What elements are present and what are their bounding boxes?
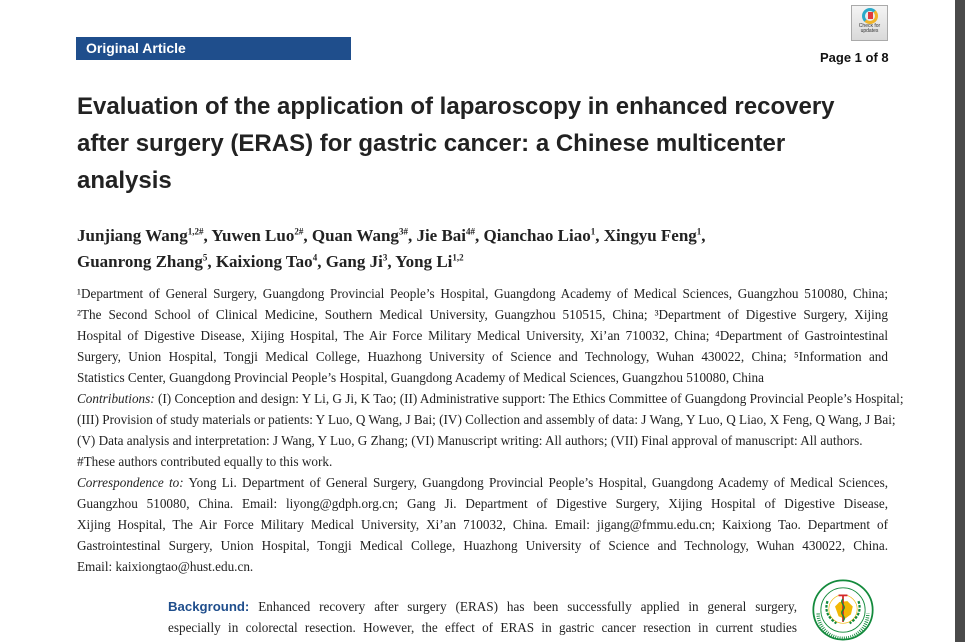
author-affiliation-sup: 4# <box>466 226 476 236</box>
author-affiliation-sup: 1 <box>590 226 596 236</box>
author <box>326 252 396 271</box>
contributions-text: (I) Conception and design: Y Li, G Ji, K Tao; (II) Administrative support: The Ethics Committee of Guangdong Provincial People’s Hospital; <box>154 391 904 406</box>
author <box>312 226 417 245</box>
contributions-line <box>77 388 904 409</box>
author-name: Quan Wang <box>311 225 399 245</box>
author <box>77 252 216 271</box>
abstract-text: Enhanced recovery after surgery (ERAS) has been successfully applied in general surgery, <box>249 599 797 614</box>
check-updates-label: Check for updates <box>858 23 881 34</box>
author-separator: , <box>407 225 417 245</box>
author <box>484 226 604 245</box>
equal-contribution-note: #These authors contributed equally to this work. <box>77 454 333 469</box>
check-for-updates-button[interactable] <box>851 5 888 41</box>
author-affiliation-sup: 1,2# <box>187 226 204 236</box>
title-line: after surgery (ERAS) for gastric cancer: a Chinese multicenter <box>77 130 786 157</box>
author-separator: , <box>387 252 396 272</box>
contributions-line: (III) Provision of study materials or patients: Y Luo, Q Wang, J Bai; (IV) Collection and assembly of data: J Wang, Y Luo, Q Liao, X Feng, Q Wang, J Bai; <box>77 412 896 427</box>
affiliation-line: Hospital of Digestive Disease, Xijing Hospital, The Air Force Military Medical University, Xi’an 710032, China; ⁴Department of Gastrointestinal <box>77 328 888 343</box>
title-line: analysis <box>77 167 172 194</box>
correspondence-label: Correspondence to: <box>77 475 184 490</box>
author-name: Gang Ji <box>325 252 383 272</box>
hospital-seal-watermark <box>812 579 874 641</box>
author-affiliation-sup: 3 <box>382 252 388 263</box>
author-affiliation-sup: 3# <box>398 226 408 236</box>
author-separator: , <box>475 225 484 245</box>
abstract <box>168 596 797 638</box>
author <box>604 226 706 245</box>
author-affiliation-sup: 5 <box>202 252 208 263</box>
page-indicator: Page 1 of 8 <box>820 50 889 65</box>
author <box>395 252 463 271</box>
author-separator: , <box>303 225 312 245</box>
author-list <box>77 220 897 273</box>
author <box>216 252 326 271</box>
check-updates-icon <box>862 8 878 24</box>
author-affiliation-sup: 1,2 <box>452 252 464 263</box>
correspondence-line <box>77 472 888 493</box>
author-name: Yuwen Luo <box>211 225 295 245</box>
abstract-line <box>168 596 797 617</box>
author-separator: , <box>203 225 212 245</box>
author-name: Xingyu Feng <box>603 225 697 245</box>
article-title <box>77 88 897 199</box>
title-line: Evaluation of the application of laparoscopy in enhanced recovery <box>77 93 835 120</box>
author-separator: , <box>317 252 326 272</box>
affiliation-line: Statistics Center, Guangdong Provincial People’s Hospital, Guangdong Academy of Medical Sciences, Guangzhou 510080, China <box>77 370 764 385</box>
affiliation-line: ²The Second School of Clinical Medicine, Southern Medical University, Guangzhou 510515, China; ³Department of Digestive Surgery, Xijing <box>77 307 888 322</box>
author-separator: , <box>701 225 706 245</box>
author-separator: , <box>595 225 604 245</box>
author-name: Guanrong Zhang <box>77 252 203 272</box>
correspondence-line: Gastrointestinal Surgery, Union Hospital, Tongji Medical College, Huazhong University of Science and Technology, Wuhan 430022, China. <box>77 538 888 553</box>
author-affiliation-sup: 2# <box>294 226 304 236</box>
author <box>211 226 312 245</box>
author-affiliation-sup: 1 <box>696 226 702 236</box>
affiliations <box>77 283 904 577</box>
affiliation-line: Surgery, Union Hospital, Tongji Medical College, Huazhong University of Science and Technology, Wuhan 430022, China; ⁵Information and <box>77 349 888 364</box>
abstract-line: especially in colorectal resection. However, the effect of ERAS in gastric cancer resection in current studies <box>168 620 797 635</box>
author-name: Kaixiong Tao <box>215 252 313 272</box>
author-name: Qianchao Liao <box>483 225 591 245</box>
author-name: Jie Bai <box>416 225 467 245</box>
correspondence-line: Xijing Hospital, The Air Force Military Medical University, Xi’an 710032, China. Email: jigang@fmmu.edu.cn; Kaixiong Tao. Department of <box>77 517 888 532</box>
author <box>77 226 211 245</box>
correspondence-line: Email: kaixiongtao@hust.edu.cn. <box>77 559 254 574</box>
affiliation-line: ¹Department of General Surgery, Guangdong Provincial People’s Hospital, Guangdong Academy of Medical Sciences, Guangzhou 510080, China; <box>77 286 888 301</box>
author-separator: , <box>207 252 216 272</box>
contributions-line: (V) Data analysis and interpretation: J Wang, Y Luo, G Zhang; (VI) Manuscript writing: All authors; (VII) Final approval of manuscript: All authors. <box>77 433 863 448</box>
author-affiliation-sup: 4 <box>312 252 318 263</box>
correspondence-line: Guangzhou 510080, China. Email: liyong@gdph.org.cn; Gang Ji. Department of Digestive Surgery, Xijing Hospital of Digestive Disease, <box>77 496 888 511</box>
contributions-label: Contributions: <box>77 391 155 406</box>
background-label: Background: <box>168 599 250 614</box>
author-name: Yong Li <box>395 252 453 272</box>
author <box>416 226 483 245</box>
section-label: Original Article <box>76 37 351 60</box>
author-name: Junjiang Wang <box>77 225 188 245</box>
viewer-edge-scrollbar[interactable] <box>955 0 965 642</box>
correspondence-text: Yong Li. Department of General Surgery, Guangdong Provincial People’s Hospital, Guangdong Academy of Medical Sciences, <box>183 475 888 490</box>
